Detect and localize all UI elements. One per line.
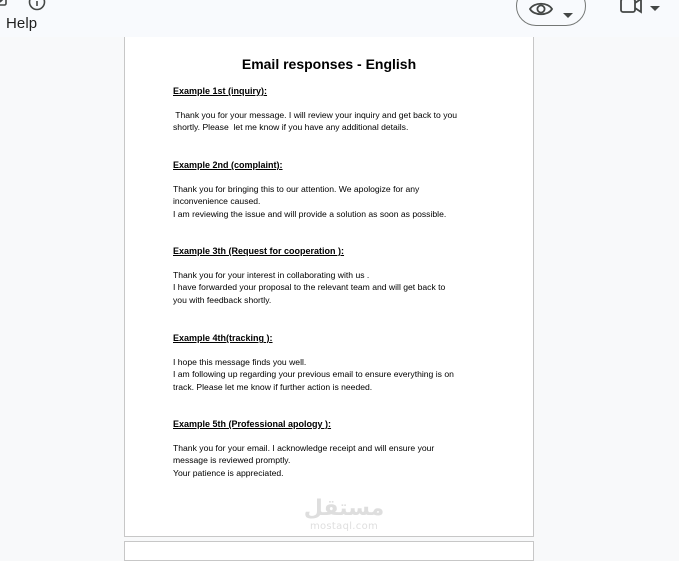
section-heading: Example 5th (Professional apology ): bbox=[173, 419, 332, 429]
body-line: you with feedback shortly. bbox=[173, 294, 272, 305]
info-icon[interactable] bbox=[28, 0, 46, 11]
box-arrow-icon[interactable] bbox=[0, 0, 10, 8]
chevron-down-icon bbox=[563, 6, 573, 24]
body-line: Thank you for your interest in collaborating with us . bbox=[173, 270, 370, 280]
section-apology bbox=[173, 419, 493, 479]
video-camera-icon bbox=[620, 0, 642, 21]
section-tracking bbox=[173, 333, 493, 393]
body-line: message is reviewed promptly. bbox=[173, 455, 291, 466]
document-title: Email responses - English bbox=[241, 56, 417, 72]
section-complaint bbox=[173, 160, 493, 220]
next-page[interactable] bbox=[124, 541, 534, 561]
body-line: Thank you for your message. I will review your inquiry and get back to you bbox=[173, 110, 458, 120]
chevron-down-icon bbox=[650, 0, 660, 17]
section-cooperation bbox=[173, 246, 493, 306]
watermark-logo: مستقل mostaql.com bbox=[303, 496, 385, 532]
section-heading: Example 4th(tracking ): bbox=[173, 333, 273, 343]
meet-button[interactable] bbox=[620, 0, 664, 18]
view-mode-button[interactable] bbox=[516, 0, 586, 26]
body-line: I am following up regarding your previous email to ensure everything is on bbox=[173, 369, 454, 380]
section-heading: Example 2nd (complaint): bbox=[173, 160, 283, 170]
section-heading: Example 3th (Request for cooperation ): bbox=[173, 246, 345, 256]
body-line: shortly. Please let me know if you have any additional details. bbox=[173, 122, 409, 133]
body-line: Thank you for bringing this to our attention. We apologize for any bbox=[173, 184, 420, 194]
body-line: I am reviewing the issue and will provide a solution as soon as possible. bbox=[173, 208, 447, 219]
menu-help[interactable]: Help bbox=[6, 15, 38, 32]
body-line: inconvenience caused. bbox=[173, 196, 261, 207]
document-page[interactable] bbox=[124, 37, 534, 537]
section-inquiry bbox=[173, 86, 493, 134]
body-line: Thank you for your email. I acknowledge receipt and will ensure your bbox=[173, 443, 435, 453]
toolbar bbox=[0, 0, 679, 37]
body-line: I have forwarded your proposal to the relevant team and will get back to bbox=[173, 282, 446, 293]
eye-icon bbox=[529, 1, 553, 22]
body-line: Your patience is appreciated. bbox=[173, 467, 284, 478]
section-heading: Example 1st (inquiry): bbox=[173, 86, 268, 96]
body-line: track. Please let me know if further action is needed. bbox=[173, 381, 373, 392]
body-line: I hope this message finds you well. bbox=[173, 357, 307, 367]
